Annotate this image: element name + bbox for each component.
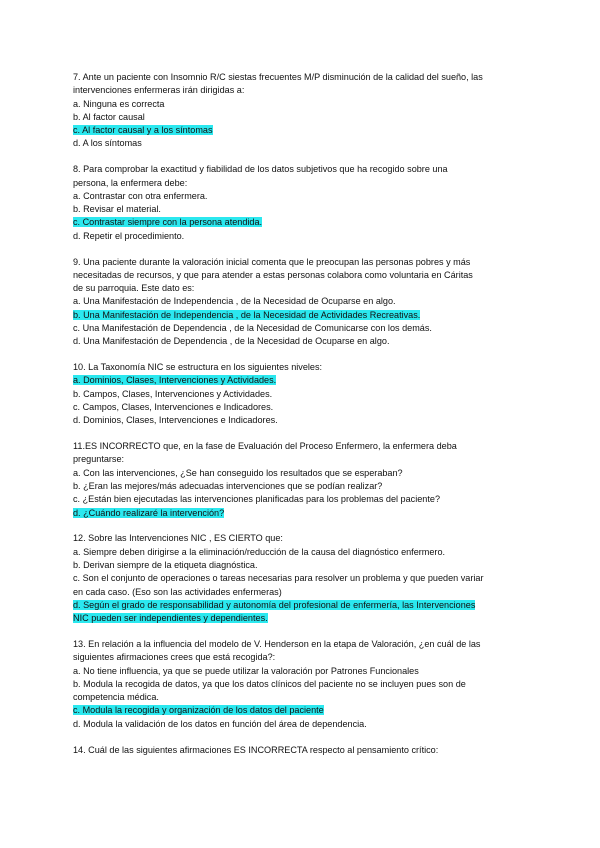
answer-option bbox=[73, 691, 533, 704]
question-text: de su parroquia. Este dato es: bbox=[73, 283, 195, 294]
option-text: a. Dominios, Clases, Intervenciones y Actividades. bbox=[73, 375, 277, 386]
option-text: a. Ninguna es correcta bbox=[73, 98, 165, 109]
option-text: b. ¿Eran las mejores/más adecuadas intervenciones que se podían realizar? bbox=[73, 481, 383, 492]
option-text: d. Modula la validación de los datos en función del área de dependencia. bbox=[73, 718, 367, 729]
option-text: b. Modula la recogida de datos, ya que los datos clínicos del paciente no se incluyen pues son de bbox=[73, 678, 466, 689]
option-text: d. ¿Cuándo realizaré la intervención? bbox=[73, 507, 225, 518]
highlighted-option bbox=[73, 216, 533, 229]
answer-option bbox=[73, 295, 533, 308]
highlighted-option bbox=[73, 124, 533, 137]
question-text: 12. Sobre las Intervenciones NIC , ES CIERTO que: bbox=[73, 533, 283, 544]
answer-option bbox=[73, 203, 533, 216]
answer-option bbox=[73, 322, 533, 335]
question-text: intervenciones enfermeras irán dirigidas a: bbox=[73, 85, 245, 96]
option-text: d. A los síntomas bbox=[73, 138, 142, 149]
question-text: siguientes afirmaciones crees que está recogida?: bbox=[73, 652, 276, 663]
option-text: b. Campos, Clases, Intervenciones y Actividades. bbox=[73, 388, 273, 399]
option-text: d. Según el grado de responsabilidad y autonomía del profesional de enfermería, las Intervenciones bbox=[73, 599, 476, 610]
answer-option bbox=[73, 137, 533, 150]
document-content bbox=[73, 71, 533, 769]
option-text: a. No tiene influencia, ya que se puede utilizar la valoración por Patrones Funcionales bbox=[73, 665, 419, 676]
answer-option bbox=[73, 230, 533, 243]
question-block bbox=[73, 440, 533, 520]
option-text: d. Dominios, Clases, Intervenciones e Indicadores. bbox=[73, 415, 278, 426]
option-text: b. Una Manifestación de Independencia , de la Necesidad de Actividades Recreativas. bbox=[73, 309, 421, 320]
option-text: c. Una Manifestación de Dependencia , de la Necesidad de Comunicarse con los demás. bbox=[73, 323, 432, 334]
option-text: c. Contrastar siempre con la persona atendida. bbox=[73, 217, 263, 228]
question-text: necesitadas de recursos, y que para atender a estas personas colabora como voluntaria en Cáritas bbox=[73, 269, 473, 280]
answer-option bbox=[73, 335, 533, 348]
highlighted-option bbox=[73, 374, 533, 387]
option-text: b. Al factor causal bbox=[73, 111, 145, 122]
option-text: c. Campos, Clases, Intervenciones e Indicadores. bbox=[73, 402, 274, 413]
question-block bbox=[73, 71, 533, 151]
answer-option bbox=[73, 493, 533, 506]
highlighted-option bbox=[73, 599, 533, 612]
answer-option bbox=[73, 467, 533, 480]
question-text: 14. Cuál de las siguientes afirmaciones ES INCORRECTA respecto al pensamiento crítico: bbox=[73, 744, 439, 755]
question-block bbox=[73, 163, 533, 243]
option-text: c. ¿Están bien ejecutadas las intervenciones planificadas para los problemas del paciente? bbox=[73, 494, 441, 505]
question-text: 11.ES INCORRECTO que, en la fase de Evaluación del Proceso Enfermero, la enfermera deba bbox=[73, 441, 457, 452]
answer-option bbox=[73, 665, 533, 678]
option-text: NIC pueden ser independientes y dependientes. bbox=[73, 613, 268, 624]
question-block bbox=[73, 532, 533, 625]
question-text: 8. Para comprobar la exactitud y fiabilidad de los datos subjetivos que ha recogido sobre una bbox=[73, 164, 448, 175]
question-text: 7. Ante un paciente con Insomnio R/C siestas frecuentes M/P disminución de la calidad del sueño, las bbox=[73, 72, 483, 82]
answer-option bbox=[73, 190, 533, 203]
question-block bbox=[73, 256, 533, 349]
answer-option bbox=[73, 98, 533, 111]
option-text: c. Son el conjunto de operaciones o tareas necesarias para resolver un problema y que pueden variar bbox=[73, 573, 484, 584]
answer-option bbox=[73, 546, 533, 559]
question-block bbox=[73, 638, 533, 731]
answer-option bbox=[73, 388, 533, 401]
question-text: persona, la enfermera debe: bbox=[73, 177, 188, 188]
option-text: b. Derivan siempre de la etiqueta diagnóstica. bbox=[73, 560, 258, 570]
answer-option bbox=[73, 678, 533, 691]
option-text: a. Contrastar con otra enfermera. bbox=[73, 190, 208, 201]
option-text: a. Una Manifestación de Independencia , de la Necesidad de Ocuparse en algo. bbox=[73, 296, 396, 307]
answer-option bbox=[73, 414, 533, 427]
option-text: en cada caso. (Eso son las actividades enfermeras) bbox=[73, 586, 282, 597]
question-block bbox=[73, 361, 533, 427]
highlighted-option bbox=[73, 309, 533, 322]
answer-option bbox=[73, 559, 533, 572]
option-text: d. Repetir el procedimiento. bbox=[73, 230, 185, 241]
answer-option bbox=[73, 401, 533, 414]
option-text: a. Siempre deben dirigirse a la eliminación/reducción de la causa del diagnóstico enfermero. bbox=[73, 546, 446, 557]
highlighted-option bbox=[73, 612, 533, 625]
option-text: a. Con las intervenciones, ¿Se han conseguido los resultados que se esperaban? bbox=[73, 467, 403, 478]
option-text: d. Una Manifestación de Dependencia , de la Necesidad de Ocuparse en algo. bbox=[73, 336, 390, 347]
option-text: c. Al factor causal y a los síntomas bbox=[73, 125, 213, 136]
answer-option bbox=[73, 480, 533, 493]
question-text: preguntarse: bbox=[73, 454, 125, 465]
option-text: b. Revisar el material. bbox=[73, 204, 161, 215]
option-text: competencia médica. bbox=[73, 692, 159, 703]
highlighted-option bbox=[73, 507, 533, 520]
question-block bbox=[73, 744, 533, 757]
question-text: 9. Una paciente durante la valoración inicial comenta que le preocupan las personas pobres y más bbox=[73, 256, 471, 267]
answer-option bbox=[73, 586, 533, 599]
option-text: c. Modula la recogida y organización de los datos del paciente bbox=[73, 705, 324, 716]
answer-option bbox=[73, 718, 533, 731]
answer-option bbox=[73, 111, 533, 124]
question-text: 13. En relación a la influencia del modelo de V. Henderson en la etapa de Valoración, ¿en cuál de las bbox=[73, 638, 481, 649]
question-text: 10. La Taxonomía NIC se estructura en los siguientes niveles: bbox=[73, 362, 323, 373]
answer-option bbox=[73, 572, 533, 585]
highlighted-option bbox=[73, 704, 533, 717]
